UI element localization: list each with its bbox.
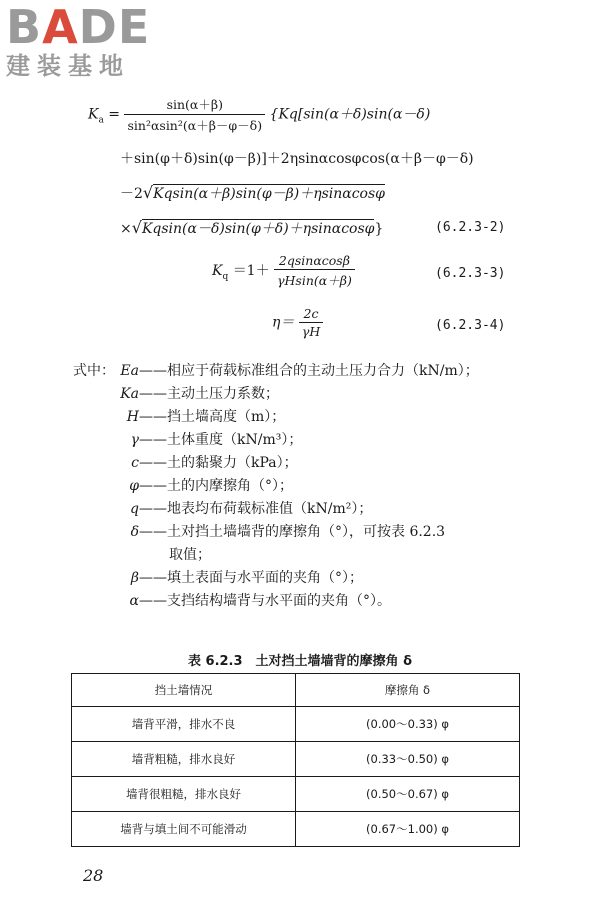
variables-lead: 式中：: [73, 363, 115, 379]
variable-description: ——地表均布荷载标准值（kN/m²）；: [139, 501, 373, 517]
variable-symbol: c: [131, 455, 139, 471]
table-cell: 墙背很粗糙，排水良好: [72, 777, 296, 812]
variable-symbol: α: [129, 593, 139, 609]
eta-equation: η＝ $\frac{2c}{\gamma H}$: [272, 306, 323, 339]
table-cell: 墙背平滑，排水不良: [72, 707, 296, 742]
variable-row: [73, 498, 553, 521]
variable-symbol: Ka: [120, 386, 139, 402]
table-header-row: [72, 674, 520, 707]
variable-row: [73, 475, 553, 498]
ka-equation-line1: $K_a$ = $\frac{\sin(\alpha+\beta)}{\text{sin²αsin²(α＋β－φ－δ)}}$ {Kq[sin(α＋δ)sin(α－δ): [88, 97, 431, 133]
bade-logo: [6, 0, 176, 80]
table-cell: (0.33～0.50) φ: [296, 742, 520, 777]
table-cell: 墙背粗糙，排水良好: [72, 742, 296, 777]
variable-row-continuation: [73, 544, 553, 567]
variable-row: [73, 521, 553, 544]
page-number: 28: [83, 866, 104, 885]
variable-symbol: γ: [130, 432, 139, 448]
equation-number-6-2-3-4: (6.2.3-4): [435, 318, 506, 333]
table-cell: 墙背与填土间不可能滑动: [72, 812, 296, 847]
variable-symbol: β: [130, 570, 139, 586]
table-row: [72, 742, 520, 777]
variable-row: [73, 567, 553, 590]
variable-symbol: φ: [129, 478, 139, 494]
variable-row: [73, 429, 553, 452]
table-row: [72, 707, 520, 742]
variable-description: ——土的黏聚力（kPa）；: [139, 455, 298, 471]
variable-symbol: δ: [130, 524, 139, 540]
logo-subtitle: 建装基地: [6, 52, 130, 80]
variable-definitions: [73, 360, 553, 613]
eta-fraction: $\frac{2c}{\gamma H}$: [299, 306, 323, 339]
table-row: [72, 812, 520, 847]
variable-description: ——填土表面与水平面的夹角（°）；: [139, 570, 363, 586]
variable-description: 取值；: [169, 547, 211, 563]
variable-symbol: H: [126, 409, 139, 425]
variable-row: [73, 590, 553, 613]
friction-angle-table: [71, 673, 520, 847]
variable-row: [73, 452, 553, 475]
kq-fraction: $\frac{2qsin\alpha\cos\beta}{\gamma Hsin(\alpha+\beta)}$: [274, 253, 355, 289]
variable-description: ——相应于荷载标准组合的主动土压力合力（kN/m）；: [139, 363, 479, 379]
equation-number-6-2-3-2: (6.2.3-2): [435, 220, 506, 235]
variable-row: [73, 406, 553, 429]
variable-description: ——挡土墙高度（m）；: [139, 409, 286, 425]
variable-row: [73, 383, 553, 406]
table-cell: (0.50～0.67) φ: [296, 777, 520, 812]
ka-equation-line3: －2√Kqsin(α＋β)sin(φ－β)＋ηsinαcosφ: [120, 183, 385, 202]
ka-fraction: $\frac{\sin(\alpha+\beta)}{\text{sin²αsin²(α＋β－φ－δ)}}$: [124, 95, 265, 134]
table-header-cell: 摩擦角 δ: [296, 674, 520, 707]
table-cell: (0.67～1.00) φ: [296, 812, 520, 847]
variable-description: ——土对挡土墙墙背的摩擦角（°），可按表 6.2.3: [139, 524, 446, 540]
table-header-cell: 挡土墙情况: [72, 674, 296, 707]
variable-description: ——土体重度（kN/m³）；: [139, 432, 303, 448]
kq-equation: $K_q =1+$ $\frac{2qsin\alpha\cos\beta}{\gamma Hsin(\alpha+\beta)}$: [212, 253, 355, 289]
table-row: [72, 777, 520, 812]
table-cell: (0.00～0.33) φ: [296, 707, 520, 742]
variable-symbol: q: [130, 501, 139, 517]
variable-description: ——支挡结构墙背与水平面的夹角（°）。: [139, 593, 391, 609]
equation-number-6-2-3-3: (6.2.3-3): [435, 266, 506, 281]
variable-row: [73, 360, 553, 383]
variable-description: ——土的内摩擦角（°）；: [139, 478, 293, 494]
ka-equation-line4: ×√Kqsin(α－δ)sin(φ＋δ)＋ηsinαcosφ}: [120, 218, 384, 237]
logo-wordmark: BADE: [6, 0, 151, 54]
table-title: 表 6.2.3 土对挡土墙墙背的摩擦角 δ: [188, 654, 412, 669]
variable-symbol: Ea: [120, 363, 139, 379]
variable-description: ——主动土压力系数；: [139, 386, 279, 402]
ka-equation-line2: ＋sin(φ＋δ)sin(φ－β)]＋2ηsinαcosφcos(α＋β－φ－δ): [120, 151, 474, 167]
